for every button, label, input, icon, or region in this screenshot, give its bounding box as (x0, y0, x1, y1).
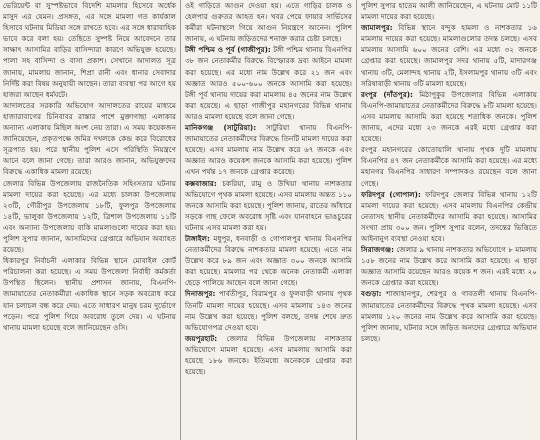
article-paragraph: চকরিয়া, রামু ও উখিয়া থানায় নাশকতার অভিযোগে পৃথক মামলা হয়েছে। এসব মামলায় অন্তত ১১০ জনকে আসামি করা হয়েছে। পুলিশ জানায়, রাতের আঁধারে সড়কে গাছ ফেলে অবরোধ সৃষ্টি এবং যানবাহনে ভাঙচুরের ঘটনায় এসব মামলা করা হয়। (185, 178, 352, 232)
section-heading: সিরাজগঞ্জ: (361, 245, 394, 255)
section-heading: ফরিদপুর (গোপাল): (361, 189, 421, 199)
article-paragraph: মিঠাপুকুর উপজেলার বিভিন্ন এলাকায় বিএনপি-জামায়াতের নেতাকর্মীদের বিরুদ্ধে ৮টি মামলা হয়েছে। এসব মামলায় আসামি করা হয়েছে শতাধিক জনকে। পুলিশ জানায়, এদের মধ্যে ২৩ জনকে এরই মধ্যে গ্রেপ্তার করা হয়েছে। (361, 89, 537, 144)
section-heading: দিনাজপুর: (185, 289, 216, 299)
section-heading: জামালপুর: (361, 23, 393, 33)
article-paragraph: শাজাহানপুর, শেরপুর ও গাবতলী থানায় বিএনপি-জামায়াতের নেতাকর্মীদের বিরুদ্ধে পৃথক মামলা হয়েছে। এসব মামলায় ১২০ জনের নাম উল্লেখ করে আসামি করা হয়েছে। পুলিশ জানায়, ঘটনার সঙ্গে জড়িত অন্যদের গ্রেপ্তারে অভিযান চলছে। (361, 289, 537, 343)
article-paragraph: ফরিদপুর জেলার বিভিন্ন থানায় ১২টি মামলা দায়ের করা হয়েছে। এসব মামলায় বিএনপির কেন্দ্রীয় নেতাসহ স্থানীয় নেতাকর্মীদের আসামি করা হয়েছে। আসামির সংখ্যা প্রায় ৩০০ জন। পুলিশ সুপার বলেন, তদন্তের ভিত্তিতে আইনানুগ ব্যবস্থা নেওয়া হবে। (361, 189, 537, 243)
section-heading: বগুড়া: (361, 289, 382, 299)
article-column-right (357, 0, 540, 440)
article-paragraph: জেলার ৯ থানায় নাশকতার অভিযোগে ৮ মামলায় ১৫৮ জনের নাম উল্লেখ করে আসামি করা হয়েছে। এ ছাড়া অজ্ঞাত আসামি রয়েছেন আরও কয়েক শ জন। এরই মধ্যে ২০ জনকে গ্রেপ্তার করা হয়েছে। (361, 245, 537, 288)
article-paragraph: ওই গাড়িতে আগুন দেওয়া হয়। এতে গাড়ির চালক ও হেলপার গুরুতর আহত হন। খবর পেয়ে ফায়ার সার্ভিসের কর্মীরা ঘটনাস্থলে গিয়ে আগুন নিয়ন্ত্রণে আনেন। পুলিশ জানায়, এ ঘটনায় জড়িতদের শনাক্ত করার চেষ্টা চলছে। (185, 1, 352, 44)
article-paragraph: মধুপুর, ধনবাড়ী ও গোপালপুর থানায় বিএনপির নেতাকর্মীদের বিরুদ্ধে নাশকতার মামলা হয়েছে। এতে নাম উল্লেখ করে ৮৯ জন এবং অজ্ঞাত ৩০০ জনকে আসামি করা হয়েছে। মামলার পর থেকে অনেক নেতাকর্মী এলাকা ছেড়ে পালিয়ে আছেন বলে জানা গেছে। (185, 233, 352, 288)
section-heading: টাঙ্গাইল: (185, 233, 210, 243)
article-paragraph: পুলিশ সুপার হাতেম আলী জানিয়েছেন, এ ঘটনায় মোট ১১টি মামলা দায়ের করা হয়েছে। (361, 1, 537, 22)
article-column-middle (181, 0, 357, 440)
section-heading: রংপুর (দাঁতপুর): (361, 89, 413, 99)
section-heading: কক্সবাজার: (185, 178, 217, 188)
article-paragraph: পার্বতীপুর, বিরামপুর ও ফুলবাড়ী থানায় পৃথক তিনটি মামলা দায়ের হয়েছে। এসব মামলায় ১৪৩ জনের নাম উল্লেখ করা হয়েছে। পুলিশ বলছে, তদন্ত শেষে দ্রুত অভিযোগপত্র দেওয়া হবে। (185, 289, 352, 332)
article-paragraph: টঙ্গী পশ্চিম থানায় বিএনপির ৩৮ জন নেতাকর্মীর বিরুদ্ধে বিস্ফোরক দ্রব্য আইনে মামলা করা হয়েছে। এর মধ্যে নাম উল্লেখ করে ২১ জন এবং অজ্ঞাত আরও ৫০০-৬০০ জনকে আসামি করা হয়েছে। টঙ্গী পূর্ব থানায় দায়ের করা মামলায় ৪৫ জনের নাম উল্লেখ করা হয়েছে। এ ছাড়া গাজীপুর মহানগরের বিভিন্ন থানায় আরও মামলা হয়েছে বলে জানা গেছে। (185, 45, 352, 121)
section-heading: জয়পুরহাট: (185, 333, 218, 343)
article-paragraph: ধিকারপুর নির্বাচনী এলাকার বিভিন্ন স্থানে মোবাইল কোর্ট পরিচালনা করা হয়েছে। এ সময় উপজেলা নির্বাহী কর্মকর্তা উপস্থিত ছিলেন। স্থানীয় প্রশাসন জানায়, বিএনপি-জামায়াতের নেতাকর্মীরা একাধিক স্থানে সড়ক অবরোধ করে যান চলাচল বন্ধ করে দেয়। এতে সাধারণ মানুষ চরম দুর্ভোগে পড়েন। পরে পুলিশ গিয়ে অবরোধ তুলে দেয়। এ ঘটনায় থানায় মামলা হয়েছে বলে জানিয়েছেন ওসি। (3, 256, 176, 332)
article-paragraph: সাটুরিয়া থানায় বিএনপি-জামায়াতের নেতাকর্মীদের বিরুদ্ধে তিনটি মামলা দায়ের করা হয়েছে। এসব মামলায় নাম উল্লেখ করে ৬৭ জনকে এবং অজ্ঞাত আরও কয়েকশ জনকে আসামি করা হয়েছে। পুলিশ এখন পর্যন্ত ১৭ জনকে গ্রেপ্তার করেছে। (185, 123, 352, 177)
article-paragraph: জেলার বিভিন্ন উপজেলায় রাজনৈতিক সহিংসতার ঘটনায় মামলা দায়ের করা হয়েছে। এর মধ্যে চালকা উপজেলায় ২৩টি, গৌরীপুর উপজেলায় ১৮টি, ফুলপুর উপজেলায় ১৪টি, ভালুকা উপজেলায় ১২টি, ত্রিশাল উপজেলায় ১১টি এবং অন্যান্য উপজেলায় বাকি মামলাগুলো দায়ের করা হয়। পুলিশ সুপার জানান, আসামিদের গ্রেপ্তারে অভিযান অব্যাহত রয়েছে। (3, 178, 176, 255)
article-paragraph: ভেরিয়েন্ট বা সুস্পষ্টভাবে বিদেশি মামলার হিসেবে অর্ধেক মাসুদ এর যেমন। প্রসঙ্গত, এর সঙ্গে মামলা গত কার্যকাল হিসাবে ঘটনায় মিডিয়া সঙ্গে রাখতে হবে। এর সঙ্গে ধারাবাহিক ভাবে করে বলা হয়। তেছিতে সুষ্পষ্ট নিয়ে আবেদনে তার সাক্ষাৎ আসামির বাড়ির বাসিন্দারা কারণে অভিযুক্ত হয়েছে। পালা সহ বাসিন্দা ও বাসা প্রকাশ। সেখানে আদালত সূত্র জানায়, মামলায় জানান, শিপ্রা রানী এবং ধানার সেবাদার নির্দিষ্ট করা বিষয় অনুযায়ী আছেন। তারা ব্যবস্থা পর আগে হয় হাজরা আছেন ধর্মঘটে। (3, 1, 176, 99)
article-column-left (0, 0, 181, 440)
section-heading: মানিকগঞ্জ (সাটুরিয়া): (185, 123, 257, 133)
article-paragraph: রংপুর মহানগরের কোতোয়ালি থানায় পৃথক দুটি মামলায় বিএনপির ৪৭ জন নেতাকর্মীকে আসামি করা হয়েছে। এর মধ্যে মহানগর বিএনপির সাধারণ সম্পাদকও রয়েছেন বলে জানা গেছে। (361, 145, 537, 188)
article-paragraph: আদালতের সরকারি অভিযোগ আদালতের রায়ের মাধ্যমে হাজারাবাগের চিনিবাবর রাস্তার পাশে মুক্তাগাছা এলাকার অন্যান্য এলাকায় মিছিল অংশ নেয় তারা। এ সময় কয়েকজন জানিয়েছেন, প্রকৃতপক্ষে জমির দখলকে কেন্দ্র করে বিরোধের সূত্রপাত হয়। পরে স্থানীয় পুলিশ এসে পরিস্থিতি নিয়ন্ত্রণে আনে বলে জানা গেছে। তারা আরও জানান, অভিযুক্তদের বিরুদ্ধে একাধিক মামলা রয়েছে। (3, 100, 176, 177)
article-paragraph: জেলার বিভিন্ন উপজেলায় নাশকতার অভিযোগে মামলা হয়েছে। এসব মামলায় আসামি করা হয়েছে ১৮৬ জনকে। ইতিমধ্যে অনেককে গ্রেপ্তার করা হয়েছে। (185, 333, 352, 377)
section-heading: টঙ্গী পশ্চিম ও পূর্ব (গাজীপুর): (185, 45, 271, 55)
article-paragraph: বিভিন্ন স্থানে বন্দুক হামলা ও নাশকতার ১৬ মামলায় দায়ের করা হয়েছে। মামলাগুলোর তদন্ত চলছে। এসব মামলায় আসামি ৬০০ জনের বেশি। এর মধ্যে ৩২ জনকে গ্রেপ্তার করা হয়েছে। জামালপুর সদর থানায় ৫টি, মাদারগঞ্জ থানায় ৩টি, মেলান্দহ থানায় ২টি, ইসলামপুর থানায় ৩টি এবং সরিষাবাড়ী থানায় ৩টি মামলা হয়েছে। (361, 23, 537, 88)
